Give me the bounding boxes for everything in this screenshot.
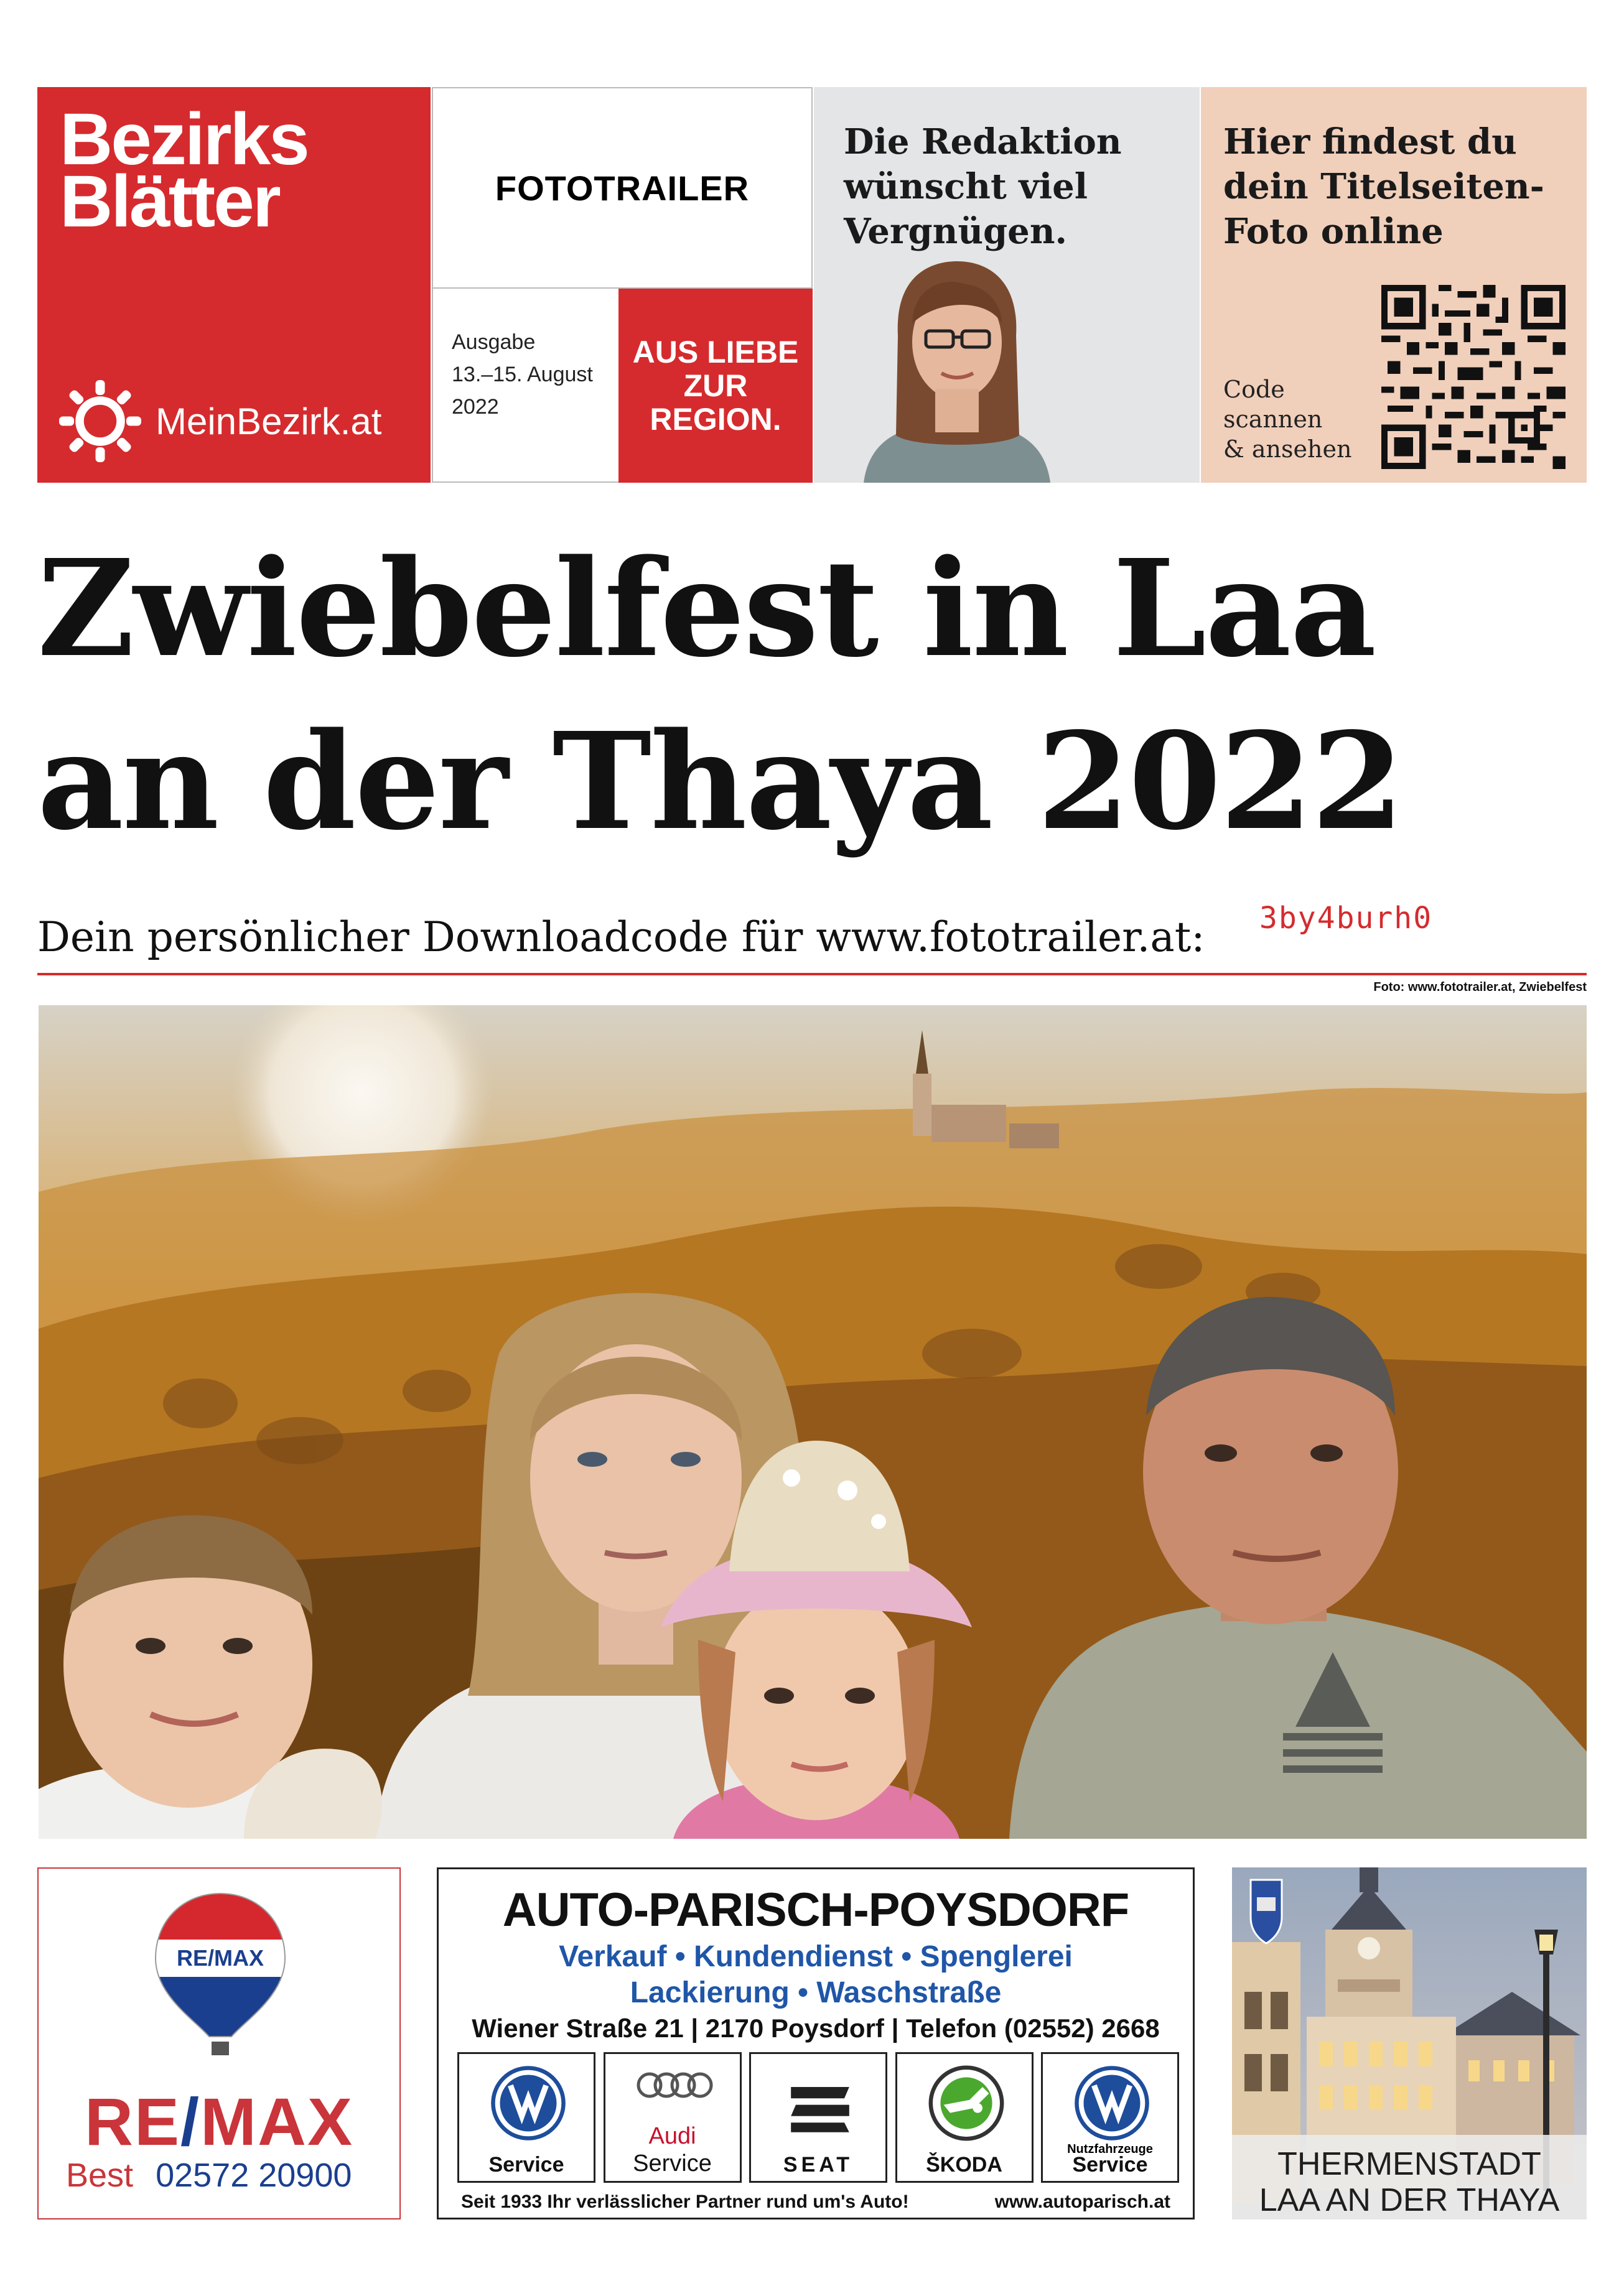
scan-instructions: Code scannen & ansehen: [1223, 376, 1352, 463]
headline: [37, 523, 1587, 868]
bezirksblaetter-brand[interactable]: [37, 87, 431, 483]
remax-ad[interactable]: [37, 1867, 401, 2219]
masthead: [37, 87, 1587, 483]
dealer-name: AUTO-PARISCH-POYSDORF: [502, 1884, 1129, 1936]
skoda-logo: ŠKODA: [895, 2052, 1034, 2183]
headline-line-2: an der Thaya 2022: [37, 704, 1403, 860]
dealer-slogan: Seit 1933 Ihr verlässlicher Partner rund um's Auto!: [461, 2191, 909, 2212]
remax-branch: Best: [66, 2157, 134, 2194]
audi-rings-icon: [634, 2066, 715, 2104]
thermenstadt-ad[interactable]: [1232, 1867, 1587, 2219]
download-text: Dein persönlicher Downloadcode für www.fototrailer.at:: [37, 913, 1205, 961]
editor-portrait: [839, 249, 1075, 483]
remax-contact: [66, 2156, 374, 2195]
section-label: FOTOTRAILER: [495, 168, 750, 208]
brand-logo-text: Bezirks Blätter: [60, 98, 308, 243]
greeting-text: Die Redaktion wünscht viel Vergnügen.: [844, 121, 1122, 252]
auto-parisch-ad[interactable]: [437, 1867, 1195, 2219]
issue-info: [432, 289, 618, 483]
meinbezirk-link[interactable]: [54, 374, 381, 468]
qr-code-icon[interactable]: [1381, 285, 1566, 469]
section-label-box: [432, 87, 813, 289]
photo-credit: Foto: www.fototrailer.at, Zwiebelfest: [1373, 980, 1587, 994]
online-text: Hier findest du dein Titelseiten- Foto online: [1223, 121, 1544, 252]
issue-dates: 13.–15. August: [452, 363, 593, 386]
editorial-greeting: [814, 87, 1200, 483]
audi-service-logo: Audi Service: [604, 2052, 742, 2183]
dealer-footer: [461, 2191, 1170, 2213]
remax-wordmark: RE/MAX: [84, 2084, 354, 2159]
hot-air-balloon-icon: [152, 1890, 289, 2058]
issue-year: 2022: [452, 395, 499, 419]
download-code[interactable]: 3by4burh0: [1259, 901, 1433, 936]
remax-phone[interactable]: 02572 20900: [156, 2157, 352, 2194]
issue-label: Ausgabe: [452, 330, 536, 354]
dealer-url[interactable]: www.autoparisch.at: [994, 2191, 1170, 2212]
meinbezirk-label: MeinBezirk.at: [156, 400, 382, 442]
skoda-logo-icon: [926, 2063, 1007, 2144]
vw-commercial-logo: Nutzfahrzeuge Service: [1041, 2052, 1179, 2183]
divider: [37, 973, 1587, 975]
vw-logo-icon: [1071, 2063, 1152, 2144]
download-row: [37, 901, 1587, 975]
vw-service-logo: Service: [457, 2052, 595, 2183]
therme-caption: THERMENSTADT LAA AN DER THAYA: [1259, 2146, 1560, 2218]
sun-logo-icon: [54, 374, 147, 468]
seat-logo: SEAT: [749, 2052, 887, 2183]
slogan-box: AUS LIEBE ZUR REGION.: [618, 289, 813, 483]
vw-logo-icon: [488, 2063, 569, 2144]
dealer-address: Wiener Straße 21 | 2170 Poysdorf | Telefon (02552) 2668: [472, 2014, 1160, 2043]
seat-logo-icon: [780, 2063, 861, 2144]
dealer-services: Verkauf • Kundendienst • Spenglerei Lackierung • Waschstraße: [559, 1940, 1073, 2009]
headline-line-1: Zwiebelfest in Laa: [37, 531, 1376, 687]
family-photo-illustration: [39, 1005, 1587, 1839]
balloon-label: RE/MAX: [176, 1945, 264, 1971]
online-photo-panel: [1201, 87, 1587, 483]
brand-logos: [457, 2052, 1179, 2183]
cover-photo: [39, 1005, 1587, 1839]
